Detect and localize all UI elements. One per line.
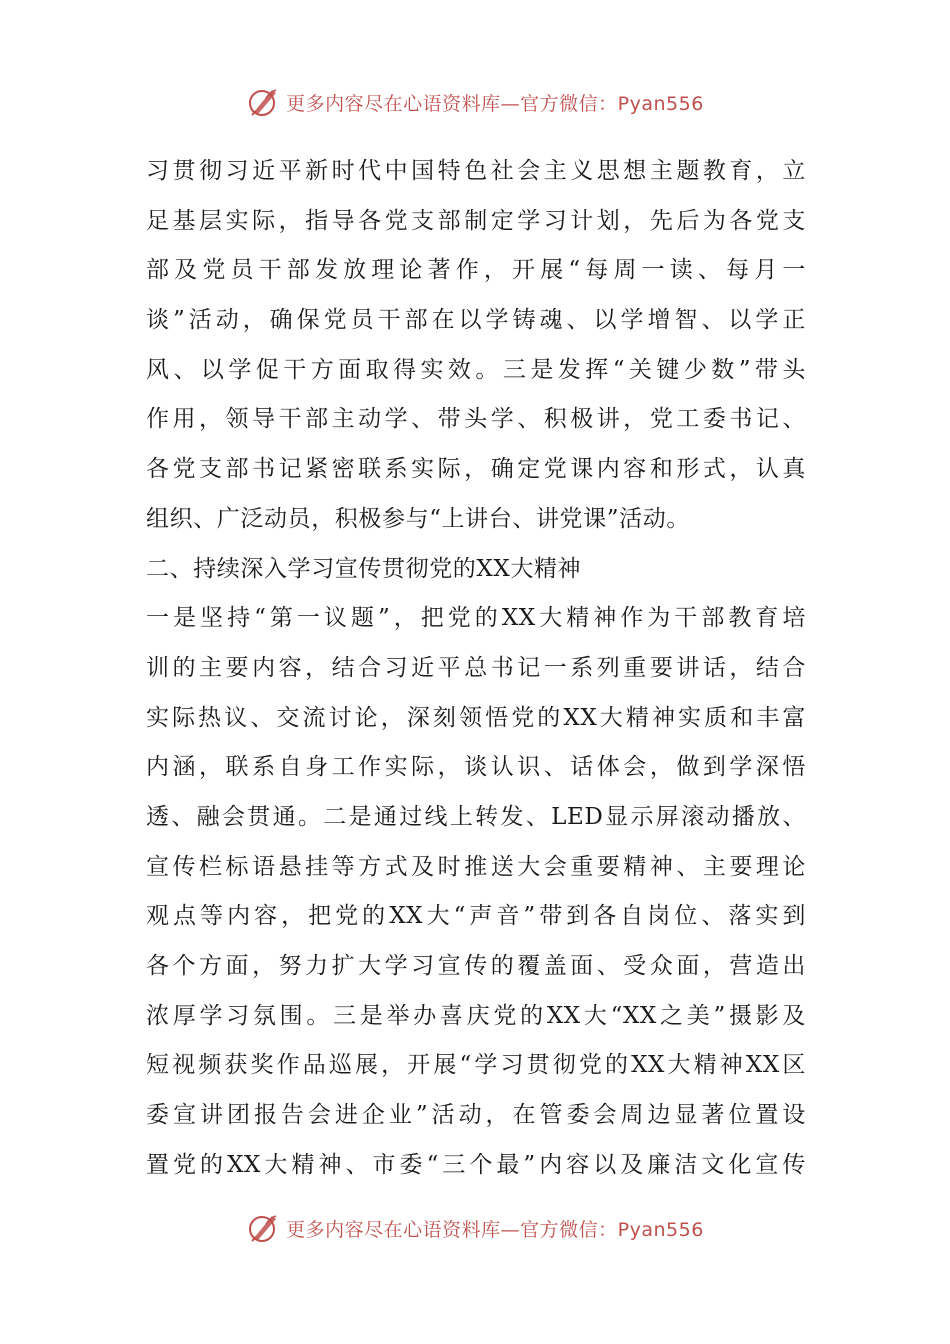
quill-pen-seal-icon (246, 1210, 282, 1246)
body-line: 透、融会贯通。二是通过线上转发、LED显示屏滚动播放、 (146, 803, 806, 830)
body-line: 作用，领导干部主动学、带头学、积极讲，党工委书记、 (146, 406, 806, 433)
body-line: 一是坚持“第一议题”，把党的XX大精神作为干部教育培 (146, 605, 806, 632)
body-line: 浓厚学习氛围。三是举办喜庆党的XX大“XX之美”摄影及 (146, 1002, 806, 1029)
body-line: 宣传栏标语悬挂等方式及时推送大会重要精神、主要理论 (146, 853, 806, 880)
body-line: 训的主要内容，结合习近平总书记一系列重要讲话，结合 (146, 654, 806, 681)
body-line: 短视频获奖作品巡展，开展“学习贯彻党的XX大精神XX区 (146, 1052, 806, 1079)
body-line: 风、以学促干方面取得实效。三是发挥“关键少数”带头 (146, 356, 806, 383)
body-line: 各个方面，努力扩大学习宣传的覆盖面、受众面，营造出 (146, 953, 806, 979)
body-line: 内涵，联系自身工作实际，谈认识、话体会，做到学深悟 (146, 754, 806, 781)
body-line: 委宣讲团报告会进企业”活动，在管委会周边显著位置设 (146, 1102, 806, 1129)
body-line: 习贯彻习近平新时代中国特色社会主义思想主题教育，立 (146, 158, 806, 184)
body-line: 实际热议、交流讨论，深刻领悟党的XX大精神实质和丰富 (146, 704, 806, 731)
wechat-id: Pyan556 (617, 92, 704, 115)
body-line: 足基层实际，指导各党支部制定学习计划，先后为各党支 (146, 207, 806, 234)
footer-watermark-banner (0, 1208, 950, 1248)
body-line: 部及党员干部发放理论著作，开展“每周一读、每月一 (146, 257, 806, 284)
section-heading: 二、持续深入学习宣传贯彻党的XX大精神 (146, 555, 582, 582)
watermark-text: 更多内容尽在心语资料库—官方微信：Pyan556 (286, 1218, 704, 1241)
quill-pen-seal-icon (246, 84, 282, 120)
body-line: 观点等内容，把党的XX大“声音”带到各自岗位、落实到 (146, 903, 806, 930)
header-watermark-banner (0, 82, 950, 122)
body-line: 各党支部书记紧密联系实际，确定党课内容和形式，认真 (146, 456, 806, 483)
body-line: 谈”活动，确保党员干部在以学铸魂、以学增智、以学正 (146, 307, 806, 334)
document-body (146, 147, 806, 1190)
watermark-text: 更多内容尽在心语资料库—官方微信：Pyan556 (286, 92, 704, 115)
body-line: 置党的XX大精神、市委“三个最”内容以及廉洁文化宣传 (146, 1151, 806, 1178)
wechat-id: Pyan556 (617, 1218, 704, 1241)
body-line: 组织、广泛动员，积极参与“上讲台、讲党课”活动。 (146, 505, 690, 532)
